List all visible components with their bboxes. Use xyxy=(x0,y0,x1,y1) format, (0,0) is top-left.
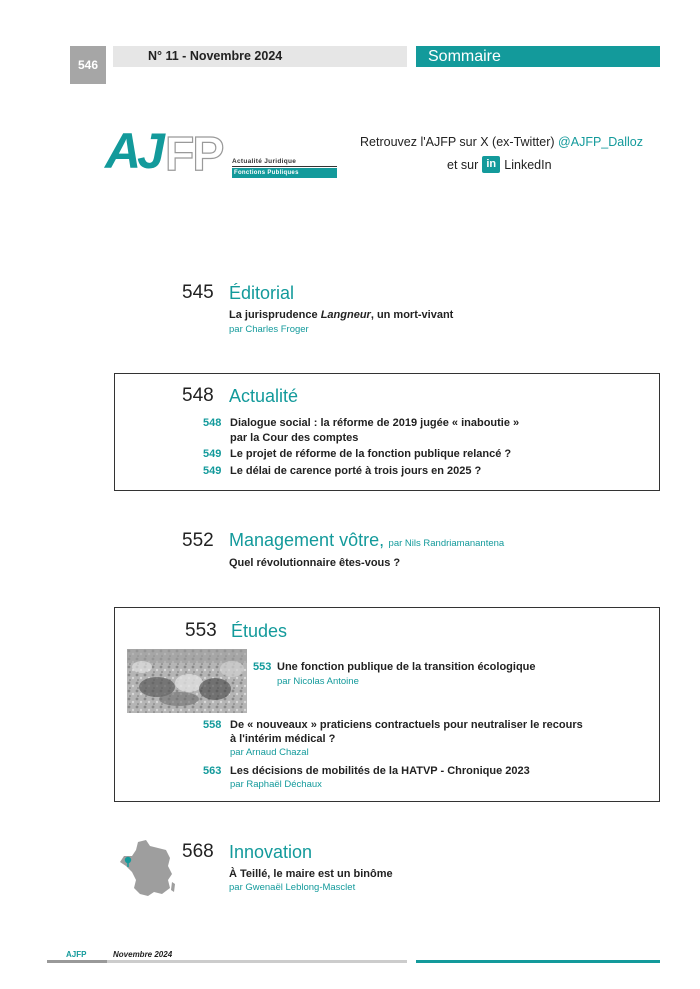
editorial-item-text: La jurisprudence xyxy=(229,309,321,321)
etudes-item-page: 563 xyxy=(203,765,222,777)
etudes-item-title-cont: à l'intérim médical ? xyxy=(230,733,336,745)
logo-tagline-1: Actualité Juridique xyxy=(232,158,297,165)
editorial-item-italic: Langneur xyxy=(320,309,371,321)
actualite-item-page: 548 xyxy=(203,417,222,429)
social-twitter xyxy=(360,135,643,149)
footer-rule-teal xyxy=(416,960,660,963)
etudes-item-title[interactable]: De « nouveaux » praticiens contractuels pour neutraliser le recours xyxy=(230,719,583,731)
actualite-item-title[interactable]: Le délai de carence porté à trois jours en 2025 ? xyxy=(230,465,482,477)
social-twitter-text: Retrouvez l'AJFP sur X (ex-Twitter) xyxy=(360,135,559,149)
footer-month: Novembre 2024 xyxy=(113,950,173,959)
social-linkedin xyxy=(447,156,552,173)
logo-divider xyxy=(232,166,337,167)
actualite-item-page: 549 xyxy=(203,448,222,460)
actualite-item-title[interactable]: Dialogue social : la réforme de 2019 jugée « inaboutie » xyxy=(230,417,520,429)
innovation-page: 568 xyxy=(182,841,214,862)
etudes-item-title[interactable]: Une fonction publique de la transition écologique xyxy=(277,661,536,673)
innovation-author: par Gwenaël Leblong-Masclet xyxy=(229,882,356,893)
management-page: 552 xyxy=(182,530,214,551)
innovation-title: Innovation xyxy=(229,842,313,862)
twitter-handle-link[interactable]: @AJFP_Dalloz xyxy=(558,135,643,149)
etudes-item-author: par Raphaël Déchaux xyxy=(230,779,322,790)
etudes-photo-illustration xyxy=(127,649,247,713)
section-banner: Sommaire xyxy=(416,46,660,67)
editorial-item-text-end: , un mort-vivant xyxy=(370,309,454,321)
logo-aj: AJ xyxy=(105,123,161,179)
editorial-page: 545 xyxy=(182,282,214,303)
france-map-icon xyxy=(116,838,178,900)
etudes-item-page: 558 xyxy=(203,719,222,731)
issue-label: N° 11 - Novembre 2024 xyxy=(113,46,407,67)
actualite-title: Actualité xyxy=(229,386,299,406)
linkedin-icon[interactable]: in xyxy=(482,156,500,173)
management-title: Management vôtre, xyxy=(229,530,385,550)
actualite-page: 548 xyxy=(182,385,214,406)
editorial-author: par Charles Froger xyxy=(229,324,309,335)
actualite-item-title[interactable]: Le projet de réforme de la fonction publique relancé ? xyxy=(230,448,512,460)
actualite-item-title-cont: par la Cour des comptes xyxy=(230,432,359,444)
linkedin-link[interactable]: LinkedIn xyxy=(504,157,552,172)
management-heading xyxy=(229,530,504,551)
page-number: 546 xyxy=(70,46,106,84)
management-item[interactable]: Quel révolutionnaire êtes-vous ? xyxy=(229,557,401,569)
innovation-item[interactable]: À Teillé, le maire est un binôme xyxy=(229,868,393,880)
etudes-item-author: par Arnaud Chazal xyxy=(230,747,309,758)
etudes-page: 553 xyxy=(185,620,217,641)
etudes-item-title[interactable]: Les décisions de mobilités de la HATVP - Chronique 2023 xyxy=(230,765,530,777)
footer-label: AJFP xyxy=(66,950,87,959)
editorial-item xyxy=(229,309,453,321)
etudes-item-page: 553 xyxy=(253,661,272,673)
etudes-title: Études xyxy=(231,621,288,641)
editorial-title: Éditorial xyxy=(229,283,295,303)
social-linkedin-prefix: et sur xyxy=(447,157,479,172)
footer-rule-dark xyxy=(47,960,107,963)
logo-tagline-2: Fonctions Publiques xyxy=(232,168,337,178)
logo-fp: FP xyxy=(165,128,223,181)
management-author: par Nils Randriamanantena xyxy=(388,538,505,549)
etudes-item-author: par Nicolas Antoine xyxy=(277,676,359,687)
actualite-item-page: 549 xyxy=(203,465,222,477)
